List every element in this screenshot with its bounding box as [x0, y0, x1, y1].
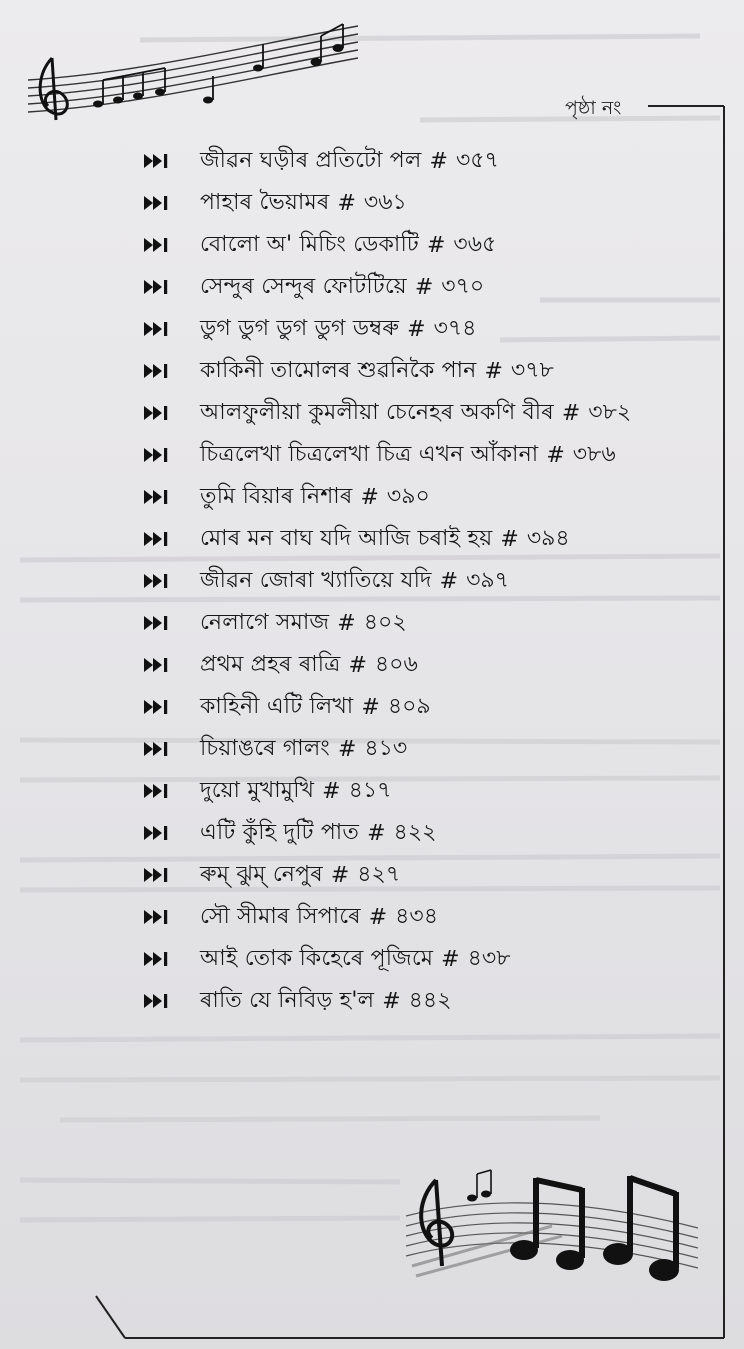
toc-item-separator: # — [337, 190, 356, 216]
music-notes-icon — [402, 1158, 702, 1286]
toc-item-title: আলফুলীয়া কুমলীয়া চেনেহৰ অকণি বীৰ — [200, 399, 554, 425]
toc-item-page-number: ৪০৬ — [374, 651, 418, 677]
toc-item[interactable] — [144, 434, 729, 476]
fast-forward-icon — [144, 447, 170, 463]
toc-item-title: চিয়াঙৰে গালং — [200, 735, 330, 761]
toc-item[interactable] — [144, 728, 729, 770]
toc-item-separator: # — [429, 148, 448, 174]
fast-forward-icon — [144, 489, 170, 505]
toc-item-page-number: ৩৭৪ — [433, 315, 477, 341]
toc-item[interactable] — [144, 854, 729, 896]
toc-item[interactable] — [144, 896, 729, 938]
fast-forward-icon — [144, 153, 170, 169]
toc-item-title: নেলাগে সমাজ — [200, 609, 330, 635]
toc-item[interactable] — [144, 140, 729, 182]
toc-item-page-number: ৩৭৮ — [510, 357, 554, 383]
toc-item-separator: # — [382, 988, 401, 1014]
toc-item-separator: # — [368, 904, 388, 930]
fast-forward-icon — [144, 321, 170, 337]
toc-item-page-number: ৩৫৭ — [455, 147, 499, 173]
toc-item-title: সেন্দুৰ সেন্দুৰ ফোটটিয়ে — [200, 273, 407, 299]
toc-item-title: দুয়ো মুখামুখি — [200, 777, 315, 803]
toc-item-title: এটি কুঁহি দুটি পাত — [200, 819, 360, 845]
toc-item-separator: # — [367, 820, 386, 846]
table-of-contents — [144, 140, 729, 1022]
toc-item-page-number: ৩৯৪ — [526, 525, 570, 551]
toc-item-page-number: ৩৯০ — [386, 483, 430, 509]
toc-item-separator: # — [484, 358, 503, 384]
toc-item-separator: # — [439, 568, 459, 594]
toc-item-page-number: ৩৮৬ — [572, 441, 616, 467]
toc-item-page-number: ৪২২ — [393, 819, 437, 845]
toc-item-separator: # — [337, 610, 356, 636]
toc-item-separator: # — [414, 274, 434, 300]
toc-item-title: তুমি বিয়াৰ নিশাৰ — [200, 483, 353, 509]
fast-forward-icon — [144, 825, 170, 841]
toc-item-separator: # — [330, 862, 350, 888]
toc-item-separator: # — [441, 946, 460, 972]
toc-item-separator: # — [500, 526, 519, 552]
toc-item[interactable] — [144, 308, 729, 350]
toc-item-page-number: ৪১৭ — [348, 777, 392, 803]
toc-item-separator: # — [337, 736, 357, 762]
fast-forward-icon — [144, 195, 170, 211]
toc-item-title: জীৱন ঘড়ীৰ প্ৰতিটো পল — [200, 147, 422, 173]
toc-item-title: আই তোক কিহেৰে পূজিমে — [200, 945, 434, 971]
toc-item-title: ৰাতি যে নিবিড় হ'ল — [200, 987, 375, 1013]
music-staff-icon — [18, 18, 368, 128]
fast-forward-icon — [144, 657, 170, 673]
fast-forward-icon — [144, 363, 170, 379]
toc-item-page-number: ৪৩৪ — [395, 903, 439, 929]
toc-item-page-number: ৪১৩ — [364, 735, 408, 761]
toc-item-page-number: ৪২৭ — [357, 861, 401, 887]
toc-item-separator: # — [348, 652, 367, 678]
toc-item-title: প্ৰথম প্ৰহৰ ৰাত্ৰি — [200, 651, 341, 677]
fast-forward-icon — [144, 867, 170, 883]
page-number-label: পৃষ্ঠা নং — [565, 97, 622, 119]
fast-forward-icon — [144, 741, 170, 757]
toc-item[interactable] — [144, 770, 729, 812]
toc-item-title: পাহাৰ ভৈয়ামৰ — [200, 189, 330, 215]
toc-item[interactable] — [144, 980, 729, 1022]
toc-item[interactable] — [144, 392, 729, 434]
toc-item-title: সৌ সীমাৰ সিপাৰে — [200, 903, 361, 929]
toc-item-title: ডুগ ডুগ ডুগ ডুগ ডম্বৰু — [200, 315, 400, 341]
toc-item-separator: # — [360, 484, 379, 510]
toc-item[interactable] — [144, 518, 729, 560]
fast-forward-icon — [144, 909, 170, 925]
fast-forward-icon — [144, 405, 170, 421]
toc-item-title: কাকিনী তামোলৰ শুৱনিকৈ পান — [200, 357, 477, 383]
toc-item[interactable] — [144, 812, 729, 854]
toc-item-separator: # — [546, 442, 565, 468]
toc-item-page-number: ৪০৯ — [387, 693, 431, 719]
toc-item[interactable] — [144, 644, 729, 686]
toc-item-page-number: ৩৯৭ — [466, 567, 509, 593]
fast-forward-icon — [144, 279, 170, 295]
toc-item[interactable] — [144, 182, 729, 224]
toc-item-page-number: ৩৭০ — [441, 273, 485, 299]
fast-forward-icon — [144, 237, 170, 253]
toc-item-separator: # — [426, 232, 446, 258]
toc-item[interactable] — [144, 350, 729, 392]
toc-item-page-number: ৪৪২ — [408, 987, 452, 1013]
toc-item-separator: # — [322, 778, 341, 804]
toc-item-page-number: ৪৩৮ — [467, 945, 511, 971]
toc-item[interactable] — [144, 266, 729, 308]
fast-forward-icon — [144, 993, 170, 1009]
toc-item-title: বোলো অ' মিচিং ডেকাটি — [200, 231, 419, 257]
toc-item[interactable] — [144, 602, 729, 644]
toc-item-page-number: ৩৮২ — [588, 399, 632, 425]
fast-forward-icon — [144, 573, 170, 589]
fast-forward-icon — [144, 699, 170, 715]
toc-item-separator: # — [407, 316, 426, 342]
toc-item[interactable] — [144, 686, 729, 728]
fast-forward-icon — [144, 615, 170, 631]
toc-item-title: জীৱন জোৰা খ্যাতিয়ে যদি — [200, 567, 432, 593]
fast-forward-icon — [144, 783, 170, 799]
toc-item-title: ৰুম্ ঝুম্ নেপুৰ — [200, 861, 323, 887]
toc-item-title: মোৰ মন বাঘ যদি আজি চৰাই হয় — [200, 525, 493, 551]
toc-item-title: চিত্ৰলেখা চিত্ৰলেখা চিত্ৰ এখন আঁকানা — [200, 441, 539, 467]
toc-item[interactable] — [144, 224, 729, 266]
toc-item[interactable] — [144, 560, 729, 602]
toc-item-page-number: ৩৬৫ — [453, 231, 497, 257]
toc-item-separator: # — [561, 400, 581, 426]
toc-item-page-number: ৩৬১ — [363, 189, 407, 215]
toc-item[interactable] — [144, 938, 729, 980]
toc-item-page-number: ৪০২ — [363, 609, 407, 635]
toc-item-title: কাহিনী এটি লিখা — [200, 693, 354, 719]
fast-forward-icon — [144, 951, 170, 967]
fast-forward-icon — [144, 531, 170, 547]
toc-item-separator: # — [361, 694, 380, 720]
toc-item[interactable] — [144, 476, 729, 518]
